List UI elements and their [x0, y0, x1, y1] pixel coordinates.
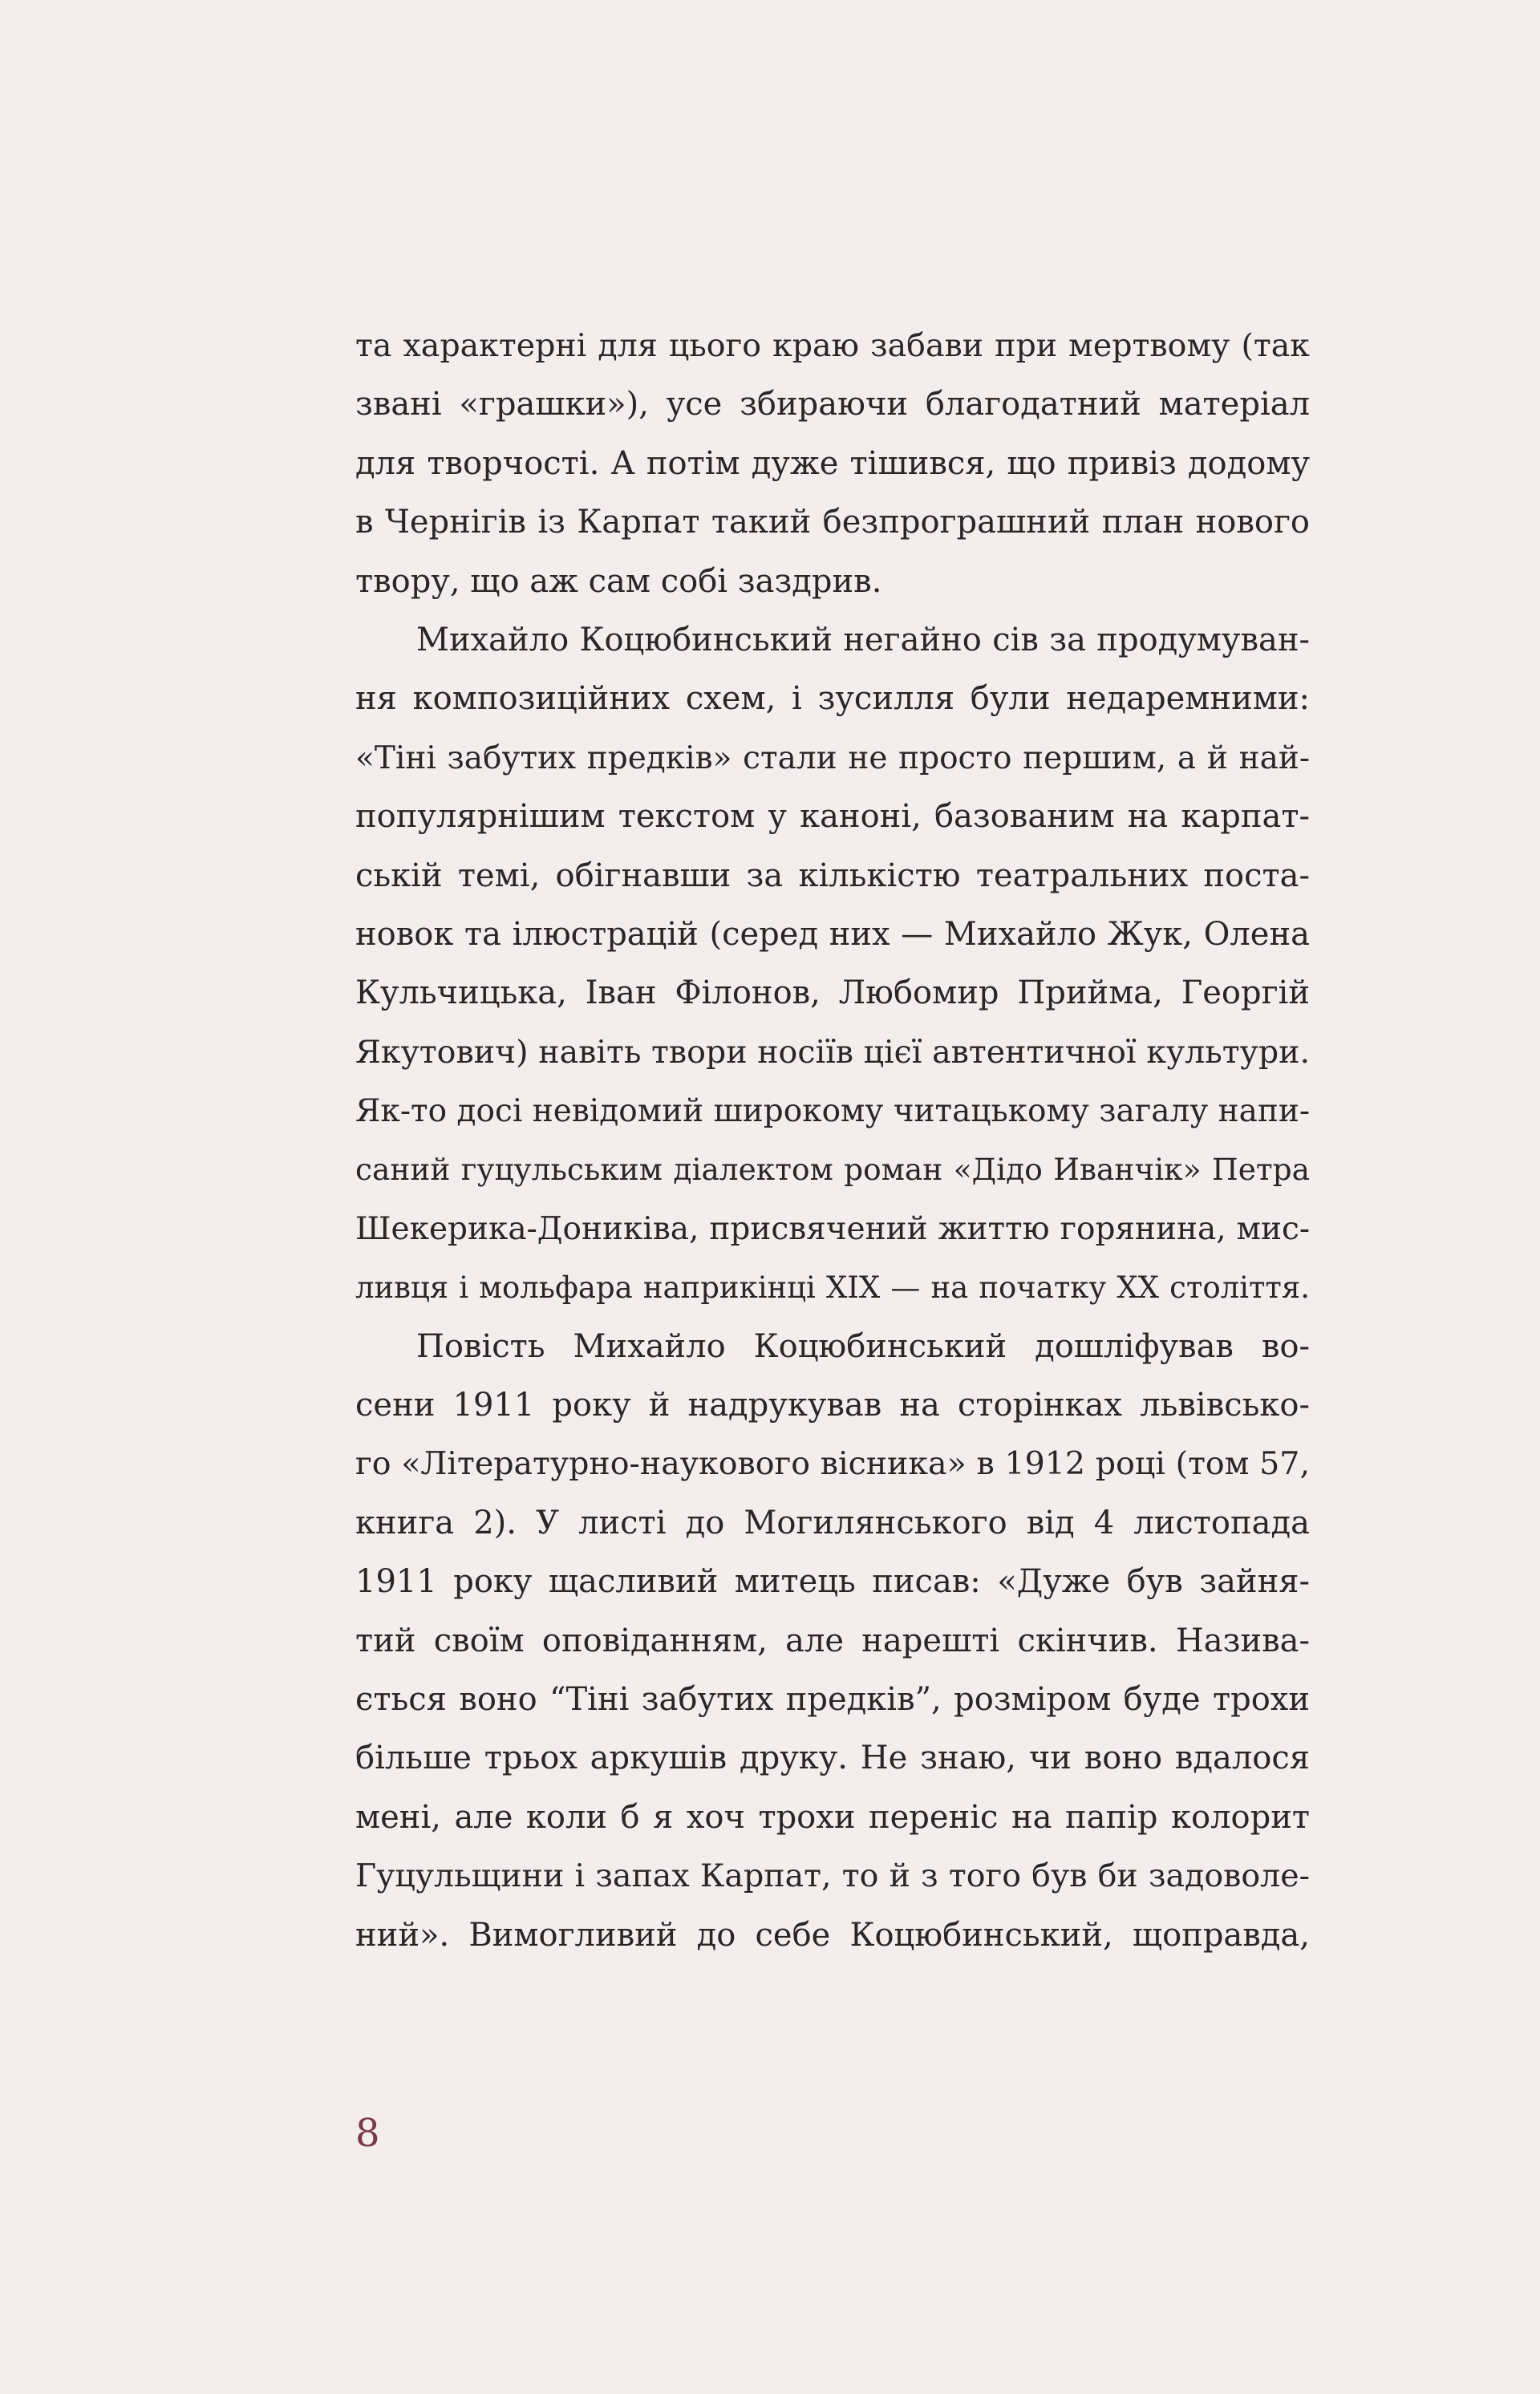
text-line: 1911 року щасливий митець писав: «Дуже був зайня-: [355, 1563, 1310, 1601]
text-line: твору, що аж сам собі заздрив.: [355, 562, 882, 600]
text-line: новок та ілюстрацій (серед них — Михайло Жук, Олена: [355, 915, 1310, 953]
text-line: в Чернігів із Карпат такий безпрограшний план нового: [355, 504, 1310, 541]
paragraph-2: [355, 611, 1310, 1318]
body-text: [355, 317, 1310, 1965]
text-line: ській темі, обігнавши за кількістю театральних поста-: [355, 857, 1310, 894]
text-line: більше трьох аркушів друку. Не знаю, чи воно вдалося: [355, 1740, 1310, 1777]
page-number: 8: [355, 2111, 380, 2156]
text-line: та характерні для цього краю забави при мертвому (так: [355, 327, 1310, 364]
paragraph-1: [355, 317, 1310, 611]
text-line: Як-то досі невідомий широкому читацькому загалу напи-: [355, 1093, 1310, 1130]
text-line: Михайло Коцюбинський негайно сів за продумуван-: [416, 621, 1310, 658]
text-line: го «Літературно-наукового вісника» в 1912 році (том 57,: [355, 1445, 1310, 1483]
paragraph-3: [355, 1318, 1310, 1965]
text-line: мені, але коли б я хоч трохи переніс на папір колорит: [355, 1798, 1310, 1836]
text-line: популярнішим текстом у каноні, базованим на карпат-: [355, 798, 1310, 836]
text-line: Шекерика-Дониківа, присвячений життю горянина, мис-: [355, 1210, 1310, 1247]
text-line: ливця і мольфара наприкінці ХІХ — на початку ХХ століття.: [355, 1270, 1310, 1306]
text-line: ється воно “Тіні забутих предків”, розміром буде трохи: [355, 1680, 1310, 1718]
text-line: для творчості. А потім дуже тішився, що привіз додому: [355, 444, 1310, 482]
text-line: Якутович) навіть твори носіїв цієї автентичної культури.: [355, 1033, 1310, 1071]
text-line: сени 1911 року й надрукував на сторінках львівсько-: [355, 1387, 1310, 1424]
text-line: книга 2). У листі до Могилянського від 4 листопада: [355, 1504, 1310, 1541]
text-line: Кульчицька, Іван Філонов, Любомир Прийма, Георгій: [355, 974, 1310, 1012]
text-line: ня композиційних схем, і зусилля були недаремними:: [355, 680, 1310, 718]
text-line: тий своїм оповіданням, але нарешті скінчив. Назива-: [355, 1622, 1310, 1659]
text-line: Гуцульщини і запах Карпат, то й з того був би задоволе-: [355, 1857, 1310, 1895]
text-line: саний гуцульським діалектом роман «Дідо Иванчік» Петра: [355, 1152, 1310, 1188]
text-line: звані «грашки»), усе збираючи благодатний матеріал: [355, 386, 1310, 423]
text-line: Повість Михайло Коцюбинський дошліфував во-: [416, 1327, 1310, 1365]
text-line: «Тіні забутих предків» стали не просто першим, а й най-: [355, 739, 1310, 776]
text-line: ний». Вимогливий до себе Коцюбинський, щоправда,: [355, 1916, 1310, 1954]
